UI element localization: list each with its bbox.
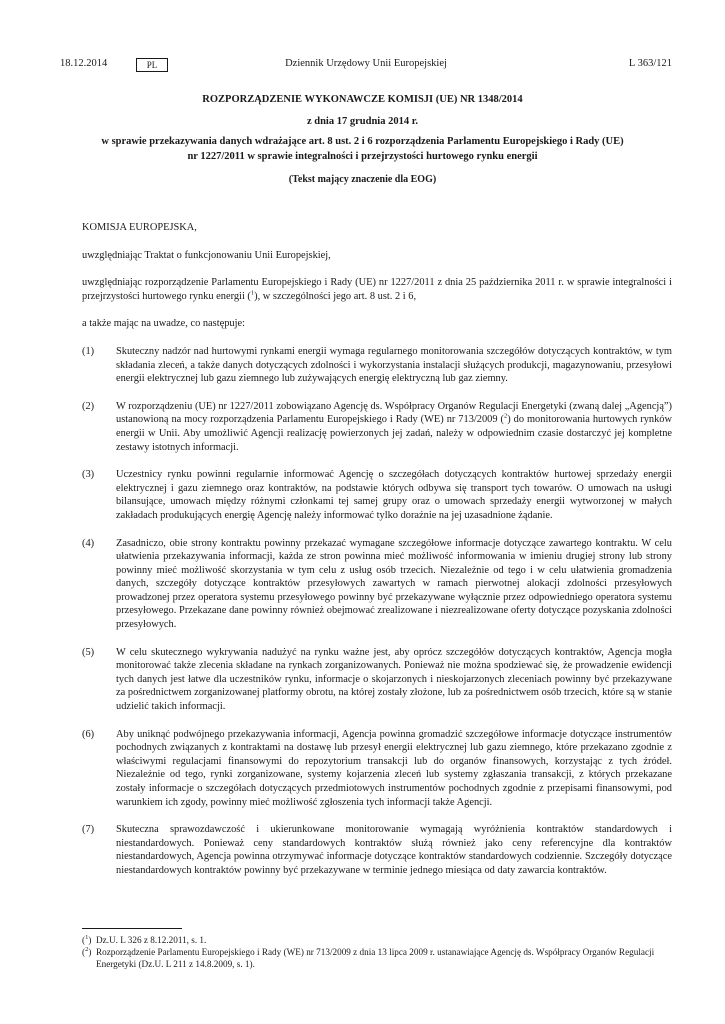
recital-text: Skuteczny nadzór nad hurtowymi rynkami energii wymaga regularnego monitorowania szczegółów dotyczących kontraktów, w tym składania zleceń, a także danych dotyczących zdolności i wykorzystania instalacji służących produkcji, magazynowaniu, przesyłowi energii elektrycznej lub gazu ziemnego lub zużywających energię elektryczną lub gaz ziemny. [116,345,672,385]
footnote-2 [82,946,672,970]
citation-treaty: uwzględniając Traktat o funkcjonowaniu Unii Europejskiej, [82,249,331,261]
eea-relevance-note: (Tekst mający znaczenie dla EOG) [288,174,437,185]
regulation-title: ROZPORZĄDZENIE WYKONAWCZE KOMISJI (UE) NR 1348/2014 [202,94,523,105]
recital-text: W rozporządzeniu (UE) nr 1227/2011 zobowiązano Agencję ds. Współpracy Organów Regulacji Energetyki (zwaną dalej „Agencją”) ustanowioną na mocy rozporządzenia Parlamentu Europejskiego i Rady (WE) nr 713/2009 ($^2$) do monitorowania hurtowych rynków energii w Unii. Aby umożliwić Agencji realizację powierzonych jej zadań, należy w odpowiednim czasie dostarczyć jej kompletne zestawy istotnych informacji. [116,400,672,453]
issuer-line: KOMISJA EUROPEJSKA, [82,222,197,233]
recital-text: Uczestnicy rynku powinni regularnie informować Agencję o szczegółach dotyczących kontraktów hurtowej sprzedaży energii elektrycznej i gazu ziemnego oraz kontraktów, na podstawie których odbywa się transport tych towarów. O umowach na usługi bilansujące, umowach między różnymi członkami tej samej grupy oraz o umowach sprzedaży energii wytworzonej w małych zakładach produkujących energię Agencję należy informować tylko doraźnie na jej uzasadnione żądanie. [116,469,672,521]
recital-2 [82,400,672,454]
footnotes [82,928,672,970]
recital-3 [82,468,672,522]
footnote-number: ($^1$) [82,933,92,945]
footnote-ref-2[interactable]: 2 [503,412,508,420]
footnote-ref-1[interactable]: 1 [250,289,255,297]
recital-number: (6) [82,728,95,740]
document-title [100,93,625,188]
citation-regulation: uwzględniając rozporządzenie Parlamentu Europejskiego i Rady (UE) nr 1227/2011 z dnia 25 października 2011 r. w sprawie integralności i przejrzystości hurtowego rynku energii ($^1$), w szczególności jego art. 8 ust. 2 i 6, [82,277,672,302]
recital-number: (7) [82,824,95,836]
footnote-text: Dz.U. L 326 z 8.12.2011, s. 1. [96,935,207,945]
recital-7 [82,823,672,877]
recital-number: (2) [82,400,95,412]
recital-text: W celu skutecznego wykrywania nadużyć na rynku ważne jest, aby oprócz szczegółów dotyczących kontraktów, Agencja mogła monitorować także zlecenia składane na rynkach zorganizowanych. Ponieważ nie można spodziewać się, że prowadzenie ewidencji tych danych jest łatwe dla uczestników rynku, informacje o skojarzonych i nieskojarzonych zleceniach powinny być przekazywane za pośrednictwem zorganizowanej platformy obrotu, na której zostały złożone, lub za pośrednictwem osób trzecich, które są w stanie udzielić takich informacji. [116,646,672,713]
recital-5 [82,646,672,714]
regulation-date: z dnia 17 grudnia 2014 r. [306,115,419,127]
document-body [82,221,672,892]
footnote-number: ($^2$) [82,945,92,957]
recital-1 [82,345,672,386]
publication-date: 18.12.2014 [60,58,108,69]
regulation-subject: w sprawie przekazywania danych wdrażające art. 8 ust. 2 i 6 rozporządzenia Parlamentu Europejskiego i Rady (UE) nr 1227/2011 w sprawie integralności i przejrzystości hurtowego rynku energii [101,136,624,162]
recital-number: (4) [82,537,95,549]
page-reference: L 363/121 [628,58,672,69]
recital-number: (1) [82,345,95,357]
recital-number: (3) [82,469,95,481]
recital-6 [82,728,672,810]
recital-number: (5) [82,646,95,658]
footnote-text: Rozporządzenie Parlamentu Europejskiego i Rady (WE) nr 713/2009 z dnia 13 lipca 2009 r. ustanawiające Agencję ds. Współpracy Organów Regulacji Energetyki (Dz.U. L 211 z 14.8.2009, s. 1). [96,947,655,969]
whereas-intro: a także mając na uwadze, co następuje: [82,318,245,330]
footnote-1 [82,934,672,946]
footnote-divider [82,928,182,929]
recital-text: Zasadniczo, obie strony kontraktu powinny przekazać wymagane szczegółowe informacje dotyczące zawartego kontraktu. W celu ułatwienia przekazywania informacji, każda ze stron powinna mieć możliwość informowania w imieniu drugiej strony lub strony powinny mieć możliwość skorzystania w tym celu z usług osób trzecich. Niezależnie od tego i w celu ułatwienia gromadzenia danych, szczegóły dotyczące kontraktów przesyłowych zawartych w ramach pierwotnej alokacji zdolności przesyłowych prowadzonej przez operatora systemu przesyłowego powinny być przekazywane wyłącznie przez odpowiedniego operatora systemu przesyłowego. Przekazane dane powinny również obejmować zrealizowane i niezrealizowane oferty dotyczące pozyskania zdolności przesyłowych. [116,537,672,631]
recital-text: Skuteczna sprawozdawczość i ukierunkowane monitorowanie wymagają wyróżnienia kontraktów standardowych i niestandardowych. Ponieważ ceny standardowych kontraktów służą również jako ceny referencyjne dla kontraktów niestandardowych, Agencja powinna otrzymywać informacje dotyczące kontraktów standardowych codziennie. Szczegóły dotyczące niestandardowych kontraktów powinny być przekazywane w terminie jednego miesiąca od daty zawarcia kontraktów. [116,824,672,876]
language-badge: PL [136,58,168,72]
recital-4 [82,537,672,632]
recital-text: Aby uniknąć podwójnego przekazywania informacji, Agencja powinna gromadzić szczegółowe informacje dotyczące instrumentów pochodnych związanych z kontraktami na dostawę lub przesył energii elektrycznej lub gazu ziemnego, które przekazano zgodnie z właściwymi regulacjami finansowymi do repozytorium transakcji lub do organów finansowych, korzystając z tych źródeł. Niezależnie od tego, rynki zorganizowane, systemy kojarzenia zleceń lub systemy zgłaszania transakcji, z których przekazane zostały informacje o szczegółach dotyczących przedmiotowych instrumentów pochodnych zgodnie z przepisami finansowymi, pod warunkiem ich zgody, powinny mieć możliwość zgłoszenia tych informacji także Agencji. [116,728,672,808]
page-header [60,58,672,74]
journal-name: Dziennik Urzędowy Unii Europejskiej [285,58,447,69]
